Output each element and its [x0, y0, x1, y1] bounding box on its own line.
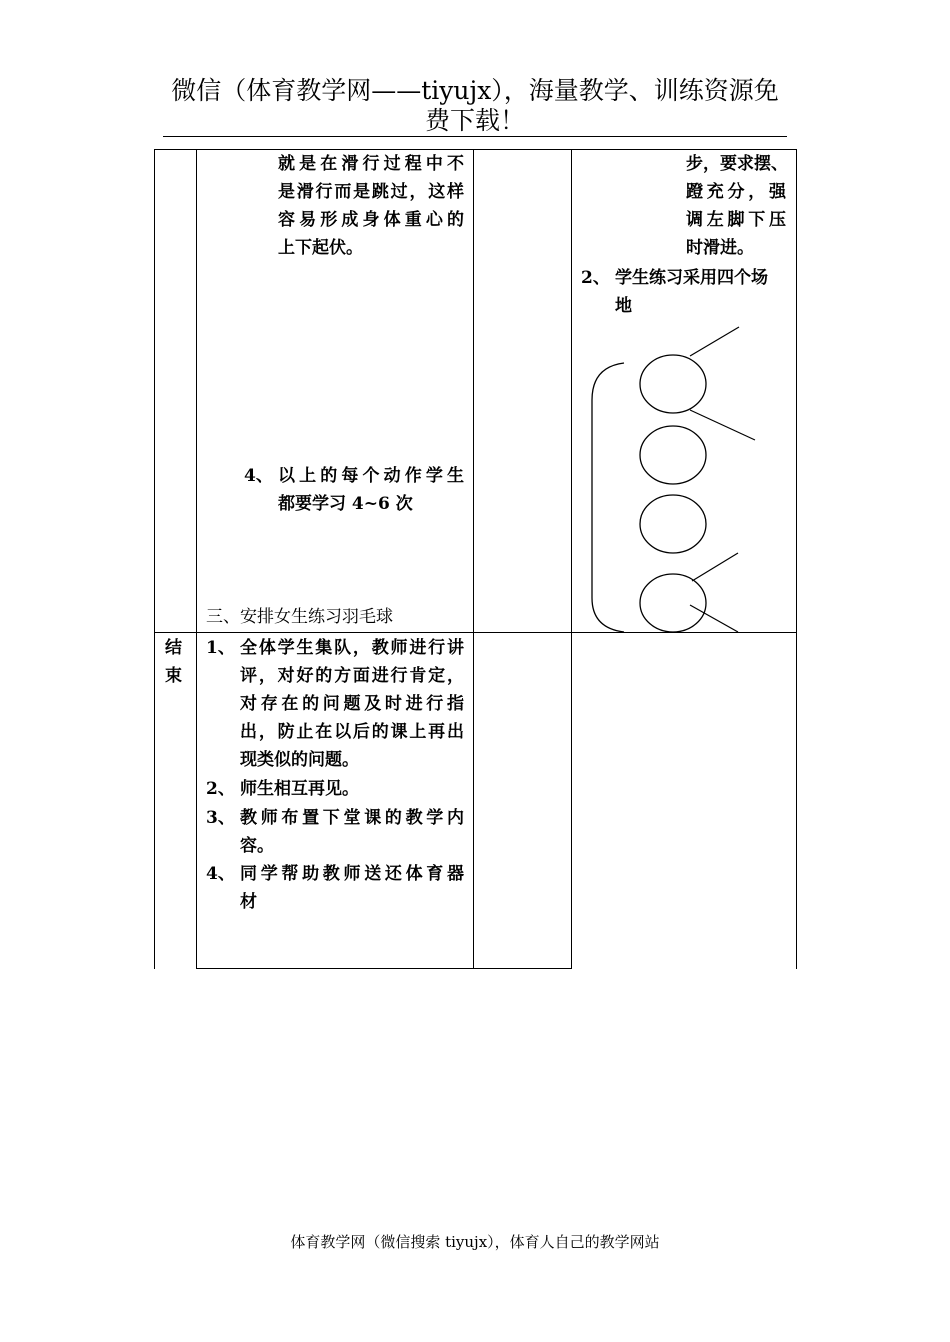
- diagonal-line: [690, 410, 755, 440]
- item-line: 全体学生集队，教师进行讲: [240, 638, 464, 658]
- content-line: 上下起伏。: [278, 238, 363, 258]
- grouping-bracket: [592, 363, 624, 632]
- item-number: 4、: [206, 864, 235, 884]
- four-courts-diagram: [572, 320, 796, 632]
- stage-label-char: 束: [165, 666, 182, 686]
- item-number: 3、: [206, 808, 235, 828]
- diagonal-line: [690, 605, 738, 632]
- table-border-bottom: [196, 968, 572, 969]
- item-line: 容。: [240, 836, 274, 856]
- table-border-left: [154, 149, 155, 969]
- court-circle-4: [640, 574, 706, 632]
- content-line: 容易形成身体重心的: [278, 210, 464, 230]
- table-row-divider: [154, 632, 796, 633]
- item-line: 对存在的问题及时进行指: [240, 694, 464, 714]
- item-line: 同学帮助教师送还体育器: [240, 864, 464, 884]
- page-header: [160, 76, 790, 136]
- table-border-col2: [473, 149, 474, 969]
- item-line: 现类似的问题。: [240, 750, 359, 770]
- org-item2-line: 地: [615, 296, 632, 316]
- diagonal-line: [692, 553, 738, 581]
- org-line: 时滑进。: [686, 238, 754, 258]
- item-line: 评，对好的方面进行肯定，: [240, 666, 464, 686]
- item-line: 教师布置下堂课的教学内: [240, 808, 464, 828]
- item-line: 出，防止在以后的课上再出: [240, 722, 464, 742]
- org-item2-line: 学生练习采用四个场: [615, 268, 768, 288]
- court-circle-1: [640, 355, 706, 413]
- diagonal-line: [690, 327, 739, 356]
- org-line: 步，要求摆、: [686, 154, 788, 174]
- header-line-1: 微信（体育教学网——tiyujx），海量教学、训练资源免: [171, 76, 779, 105]
- table-border-col1: [196, 149, 197, 969]
- item-line: 师生相互再见。: [240, 779, 359, 799]
- item-number: 1、: [206, 638, 235, 658]
- stage-label-char: 结: [165, 638, 182, 658]
- page-footer: 体育教学网（微信搜索 tiyujx），体育人自己的教学网站: [290, 1233, 660, 1251]
- court-circle-2: [640, 426, 706, 484]
- header-rule: [163, 136, 787, 137]
- org-line: 蹬充分，强: [686, 182, 786, 202]
- item4-line: 以上的每个动作学生: [278, 466, 464, 486]
- org-line: 调左脚下压: [686, 210, 786, 230]
- header-line-2: 费下载！: [424, 106, 525, 135]
- item4-line: 都要学习 4~6 次: [278, 494, 413, 514]
- table-border-right: [796, 149, 797, 969]
- content-line: 就是在滑行过程中不: [278, 154, 464, 174]
- org-item2-number: 2、: [581, 268, 610, 288]
- section-three-heading: 三、安排女生练习羽毛球: [206, 607, 393, 627]
- court-circle-3: [640, 495, 706, 553]
- item-line: 材: [240, 892, 257, 912]
- content-line: 是滑行而是跳过，这样: [278, 182, 464, 202]
- item-number: 2、: [206, 779, 235, 799]
- item4-number: 4、: [244, 466, 273, 486]
